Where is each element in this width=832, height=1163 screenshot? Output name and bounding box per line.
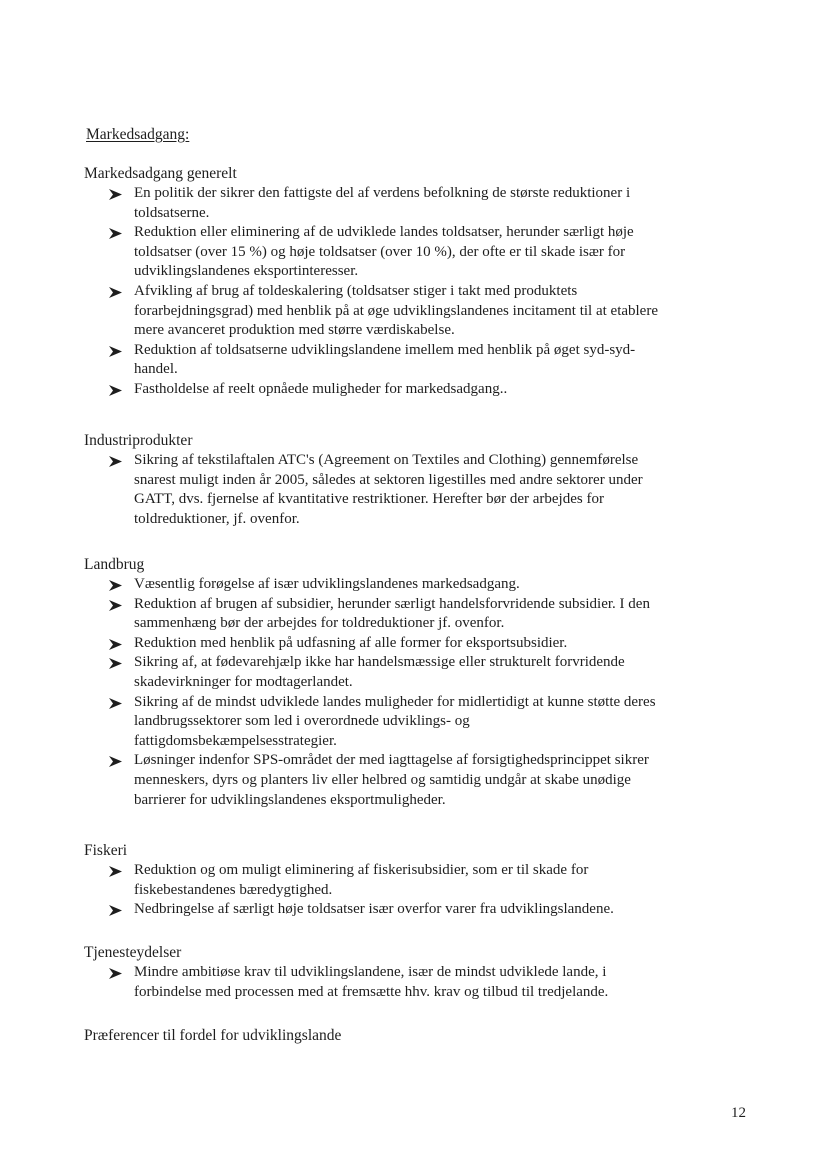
bullet-text-line: Mindre ambitiøse krav til udviklingslandene, især de mindst udviklede lande, i	[134, 964, 607, 980]
bullet-text-line: landbrugssektorer som led i overordnede udviklings- og	[134, 713, 470, 730]
bullet-list	[84, 451, 744, 529]
arrowhead-bullet-icon	[109, 756, 122, 767]
section	[84, 943, 744, 1002]
bullet-text-line: forarbejdningsgrad) med henblik på at øge udviklingslandenes incitament til at etablere	[134, 302, 658, 319]
bullet-text-line: Nedbringelse af særligt høje toldsatser især overfor varer fra udviklingslandene.	[134, 901, 614, 918]
bullet-text-line: toldsatser (over 15 %) og høje toldsatser (over 10 %), der ofte er til skade især for	[134, 243, 626, 260]
section-heading: Præferencer til fordel for udviklingslande	[84, 1027, 342, 1044]
bullet-text-line: udviklingslandenes eksportinteresser.	[134, 263, 359, 280]
bullet-text-line: forbindelse med processen med at fremsætte hhv. krav og tilbud til tredjelande.	[134, 983, 609, 1000]
bullet-text-line: handel.	[134, 361, 178, 378]
bullet-item	[84, 451, 744, 529]
bullet-text-line: Sikring af, at fødevarehjælp ikke har handelsmæssige eller strukturelt forvridende	[134, 654, 625, 671]
bullet-item	[84, 223, 744, 282]
arrowhead-bullet-icon	[109, 456, 122, 467]
bullet-text-line: En politik der sikrer den fattigste del af verdens befolkning de største reduktioner i	[134, 185, 631, 201]
section-heading: Industriprodukter	[84, 432, 193, 449]
bullet-list	[84, 184, 744, 400]
bullet-text-line: GATT, dvs. fjernelse af kvantitative restriktioner. Herefter bør der arbejdes for	[134, 491, 604, 508]
bullet-item	[84, 900, 744, 920]
arrowhead-bullet-icon	[109, 600, 122, 611]
bullet-text-line: Sikring af tekstilaftalen ATC's (Agreement on Textiles and Clothing) gennemførelse	[134, 452, 639, 468]
bullet-text-line: Reduktion eller eliminering af de udviklede landes toldsatser, herunder særligt høje	[134, 224, 634, 241]
section-heading: Fiskeri	[84, 842, 128, 859]
bullet-item	[84, 693, 744, 752]
bullet-text-line: fattigdomsbekæmpelsesstrategier.	[134, 732, 337, 749]
arrowhead-bullet-icon	[109, 968, 122, 979]
arrowhead-bullet-icon	[109, 905, 122, 916]
section-heading: Tjenesteydelser	[84, 944, 182, 961]
bullet-text-line: sammenhæng bør der arbejdes for toldreduktioner jf. ovenfor.	[134, 615, 505, 632]
bullet-item	[84, 282, 744, 341]
bullet-item	[84, 861, 744, 900]
section	[84, 1026, 744, 1046]
arrowhead-bullet-icon	[109, 385, 122, 396]
bullet-text-line: snarest muligt inden år 2005, således at sektoren ligestilles med andre sektorer under	[134, 471, 643, 488]
bullet-text-line: Fastholdelse af reelt opnåede muligheder for markedsadgang..	[134, 380, 508, 397]
bullet-text-line: Sikring af de mindst udviklede landes muligheder for midlertidigt at kunne støtte deres	[134, 693, 656, 710]
section	[84, 555, 744, 810]
bullet-item	[84, 634, 744, 654]
section-heading: Markedsadgang generelt	[84, 165, 237, 182]
page-title: Markedsadgang:	[86, 126, 190, 143]
bullet-list	[84, 963, 744, 1002]
arrowhead-bullet-icon	[109, 346, 122, 357]
bullet-item	[84, 963, 744, 1002]
bullet-item	[84, 380, 744, 400]
bullet-text-line: toldsatserne.	[134, 204, 210, 221]
section	[84, 841, 744, 920]
arrowhead-bullet-icon	[109, 639, 122, 650]
section	[84, 164, 744, 400]
arrowhead-bullet-icon	[109, 658, 122, 669]
bullet-text-line: Afvikling af brug af toldeskalering (toldsatser stiger i takt med produktets	[134, 282, 578, 299]
bullet-text-line: skadevirkninger for modtagerlandet.	[134, 673, 353, 690]
section	[84, 431, 744, 529]
bullet-text-line: fiskebestandenes bæredygtighed.	[134, 881, 333, 898]
bullet-item	[84, 341, 744, 380]
section-heading: Landbrug	[84, 556, 145, 573]
arrowhead-bullet-icon	[109, 580, 122, 591]
bullet-text-line: Reduktion af toldsatserne udviklingslandene imellem med henblik på øget syd-syd-	[134, 341, 636, 358]
bullet-text-line: mere avanceret produktion med større værdiskabelse.	[134, 322, 455, 339]
bullet-item	[84, 575, 744, 595]
arrowhead-bullet-icon	[109, 189, 122, 200]
arrowhead-bullet-icon	[109, 228, 122, 239]
bullet-item	[84, 653, 744, 692]
arrowhead-bullet-icon	[109, 287, 122, 298]
bullet-text-line: Reduktion og om muligt eliminering af fiskerisubsidier, som er til skade for	[134, 862, 589, 878]
bullet-item	[84, 184, 744, 223]
bullet-text-line: Reduktion af brugen af subsidier, herunder særligt handelsforvridende subsidier. I den	[134, 595, 650, 612]
bullet-text-line: Reduktion med henblik på udfasning af alle former for eksportsubsidier.	[134, 634, 568, 651]
bullet-list	[84, 575, 744, 810]
bullet-item	[84, 595, 744, 634]
bullet-text-line: menneskers, dyrs og planters liv eller helbred og samtidig undgår at skabe unødige	[134, 771, 631, 788]
bullet-list	[84, 861, 744, 920]
bullet-text-line: barrierer for udviklingslandenes eksportmuligheder.	[134, 791, 446, 808]
bullet-text-line: Væsentlig forøgelse af især udviklingslandenes markedsadgang.	[134, 576, 520, 592]
page-number: 12	[731, 1105, 746, 1121]
bullet-item	[84, 751, 744, 810]
arrowhead-bullet-icon	[109, 698, 122, 709]
bullet-text-line: toldreduktioner, jf. ovenfor.	[134, 510, 300, 527]
arrowhead-bullet-icon	[109, 866, 122, 877]
bullet-text-line: Løsninger indenfor SPS-området der med iagttagelse af forsigtighedsprincippet sikrer	[134, 752, 649, 769]
